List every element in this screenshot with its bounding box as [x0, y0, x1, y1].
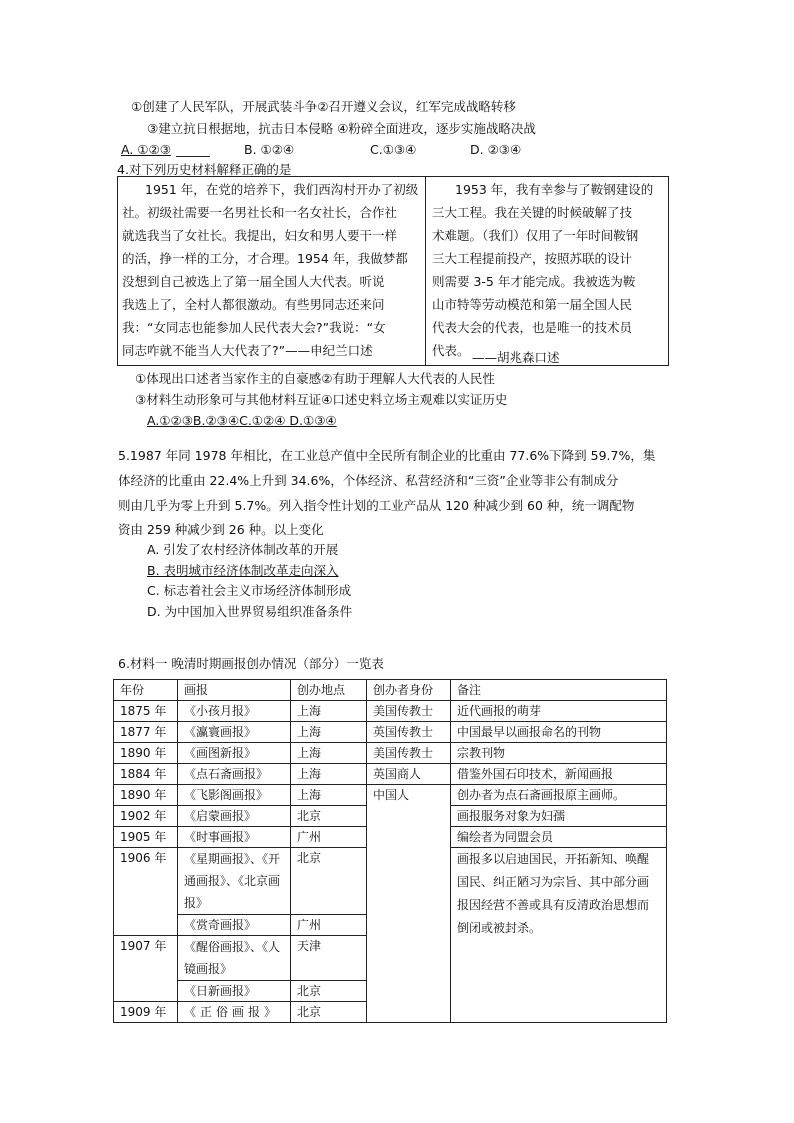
- table-cell: 上海: [291, 743, 367, 764]
- q4-left-line: 1951 年，在党的培养下，我们西沟村开办了初级: [145, 182, 419, 197]
- q3-answer-underline: [176, 156, 210, 157]
- q5-line2: 体经济的比重由 22.4%上升到 34.6%，个体经济、私营经济和“三资”企业等非公有制成分: [118, 473, 619, 488]
- table-cell: 北京: [291, 981, 367, 1002]
- table-cell: 《时事画报》: [178, 827, 291, 848]
- table-cell: 编绘者为同盟会员: [451, 827, 667, 848]
- table-cell: 1877 年: [114, 722, 178, 743]
- table-row: [114, 701, 667, 722]
- table-cell: 近代画报的萌芽: [451, 701, 667, 722]
- q3-option-d: D. ②③④: [470, 142, 522, 157]
- q5-line1: 5.1987 年同 1978 年相比，在工业总产值中全民所有制企业的比重由 77.6%下降到 59.7%，集: [118, 448, 656, 463]
- q4-right-line: 三大工程。我在关键的时候破解了技: [432, 205, 633, 220]
- q4-right-line: 代表大会的代表，也是唯一的技术员: [432, 320, 633, 335]
- q4-left-line: 同志咋就不能当人大代表了?”——申纪兰口述: [122, 343, 373, 358]
- q4-left-line: 没想到自己被选上了第一届全国人大代表。听说: [122, 274, 385, 289]
- table-cell: 中国最早以画报命名的刊物: [451, 722, 667, 743]
- table-cell: 《醒俗画报》、《人镜画报》: [178, 936, 291, 981]
- table-row: [114, 764, 667, 785]
- q4-left-line: 我：“女同志也能参加人民代表大会?”我说：“女: [122, 320, 386, 335]
- q4-left-line: 的活，挣一样的工分，才合理。1954 年，我做梦都: [122, 251, 408, 266]
- q4-item1: ①体现出口述者当家作主的自豪感②有助于理解人大代表的人民性: [135, 371, 495, 386]
- table-cell: 1909 年: [114, 1002, 178, 1023]
- q3-option-c: C.①③④: [370, 142, 417, 157]
- table-cell: 天津: [291, 936, 367, 981]
- table-cell: 《赏奇画报》: [178, 915, 291, 936]
- q5-line4: 资由 259 种减少到 26 种。以上变化: [118, 522, 324, 537]
- table-cell: 1875 年: [114, 701, 178, 722]
- q4-options: A.①②③B.②③④C.①②④ D.①③④: [147, 413, 337, 428]
- q3-option-a: A. ①②③: [121, 142, 171, 157]
- q4-left-line: 社。初级社需要一名男社长和一名女社长，合作社: [122, 205, 398, 220]
- q6-table: [113, 679, 667, 1023]
- q5-option-b: B. 表明城市经济体制改革走向深入: [147, 563, 339, 578]
- q4-right-line: 则需要 3-5 年才能完成。我被选为鞍: [432, 274, 636, 289]
- table-cell: 《星期画报》、《开通画报》、《北京画报》: [178, 848, 291, 915]
- table-cell: 英国传教士: [367, 722, 451, 743]
- q4-right-line: 术难题。（我们）仅用了一年时间鞍钢: [432, 228, 639, 243]
- table-header: 创办地点: [291, 680, 367, 701]
- table-cell-note: 画报多以启迪国民，开拓新知、唤醒国民、纠正陋习为宗旨、其中部分画报因经营不善或具有反清政治思想而倒闭或被封杀。: [451, 848, 667, 1023]
- table-cell: 《瀛寰画报》: [178, 722, 291, 743]
- table-cell: 上海: [291, 785, 367, 806]
- q5-line3: 则由几乎为零上升到 5.7%。列入指令性计划的工业产品从 120 种减少到 60 种，统一调配物: [118, 498, 635, 513]
- q3-line2: ③建立抗日根据地，抗击日本侵略 ④粉碎全面进攻，逐步实施战略决战: [147, 121, 536, 136]
- q4-left-line: 就选我当了女社长。我提出，妇女和男人要干一样: [122, 228, 398, 243]
- q4-right-line: 1953 年，我有幸参与了鞍钢建设的: [455, 182, 654, 197]
- table-header: 创办者身份: [367, 680, 451, 701]
- table-cell: 《点石斋画报》: [178, 764, 291, 785]
- table-cell: 宗教刊物: [451, 743, 667, 764]
- q5-option-c: C. 标志着社会主义市场经济体制形成: [147, 583, 352, 598]
- table-cell: 1890 年: [114, 743, 178, 764]
- table-cell: 上海: [291, 722, 367, 743]
- table-cell: 画报服务对象为妇孺: [451, 806, 667, 827]
- table-header: 备注: [451, 680, 667, 701]
- table-cell: 《正俗画报》: [178, 1002, 291, 1023]
- q4-stem: 4.对下列历史材料解释正确的是: [117, 162, 292, 177]
- table-cell: 《小孩月报》: [178, 701, 291, 722]
- table-cell: 上海: [291, 764, 367, 785]
- q5-option-a: A. 引发了农村经济体制改革的开展: [147, 542, 339, 557]
- table-cell: 1907 年: [114, 936, 178, 1002]
- table-header: 年份: [114, 680, 178, 701]
- table-cell: 上海: [291, 701, 367, 722]
- table-cell: 《飞影阁画报》: [178, 785, 291, 806]
- q4-left-line: 我选上了，全村人都很激动。有些男同志还来问: [122, 297, 385, 312]
- q4-right-line: 代表。: [432, 343, 470, 358]
- table-cell: 创办者为点石斋画报原主画师。: [451, 785, 667, 806]
- table-row: [114, 785, 667, 806]
- q4-right-line: 三大工程提前投产，按照苏联的设计: [432, 251, 633, 266]
- table-cell: 1884 年: [114, 764, 178, 785]
- table-cell: 美国传教士: [367, 701, 451, 722]
- table-cell: 1902 年: [114, 806, 178, 827]
- q6-title: 6.材料一 晚清时期画报创办情况（部分）一览表: [118, 656, 384, 671]
- table-cell: 英国商人: [367, 764, 451, 785]
- q5-option-d: D. 为中国加入世界贸易组织准备条件: [147, 604, 353, 619]
- table-cell: 1905 年: [114, 827, 178, 848]
- table-header-row: [114, 680, 667, 701]
- table-header: 画报: [178, 680, 291, 701]
- table-cell: 1890 年: [114, 785, 178, 806]
- table-cell: 北京: [291, 806, 367, 827]
- q4-item2: ③材料生动形象可与其他材料互证④口述史料立场主观难以实证历史: [135, 392, 508, 407]
- table-cell: 北京: [291, 848, 367, 915]
- q4-right-line: 山市特等劳动模范和第一届全国人民: [432, 297, 633, 312]
- q3-option-b: B. ①②④: [244, 142, 295, 157]
- table-cell: 美国传教士: [367, 743, 451, 764]
- q3-line1: ①创建了人民军队，开展武装斗争②召开遵义会议，红军完成战略转移: [131, 99, 516, 114]
- table-cell: 《日新画报》: [178, 981, 291, 1002]
- q4-right-attribution: ——胡兆森口述: [472, 350, 560, 365]
- table-cell: 《启蒙画报》: [178, 806, 291, 827]
- table-cell: 《画图新报》: [178, 743, 291, 764]
- q4-box-divider: [425, 177, 426, 365]
- table-row: [114, 743, 667, 764]
- table-cell: 广州: [291, 827, 367, 848]
- table-cell: 中国人: [367, 785, 451, 1023]
- table-row: [114, 722, 667, 743]
- table-cell: 北京: [291, 1002, 367, 1023]
- table-cell: 广州: [291, 915, 367, 936]
- table-cell: 借鉴外国石印技术，新闻画报: [451, 764, 667, 785]
- table-cell: 1906 年: [114, 848, 178, 936]
